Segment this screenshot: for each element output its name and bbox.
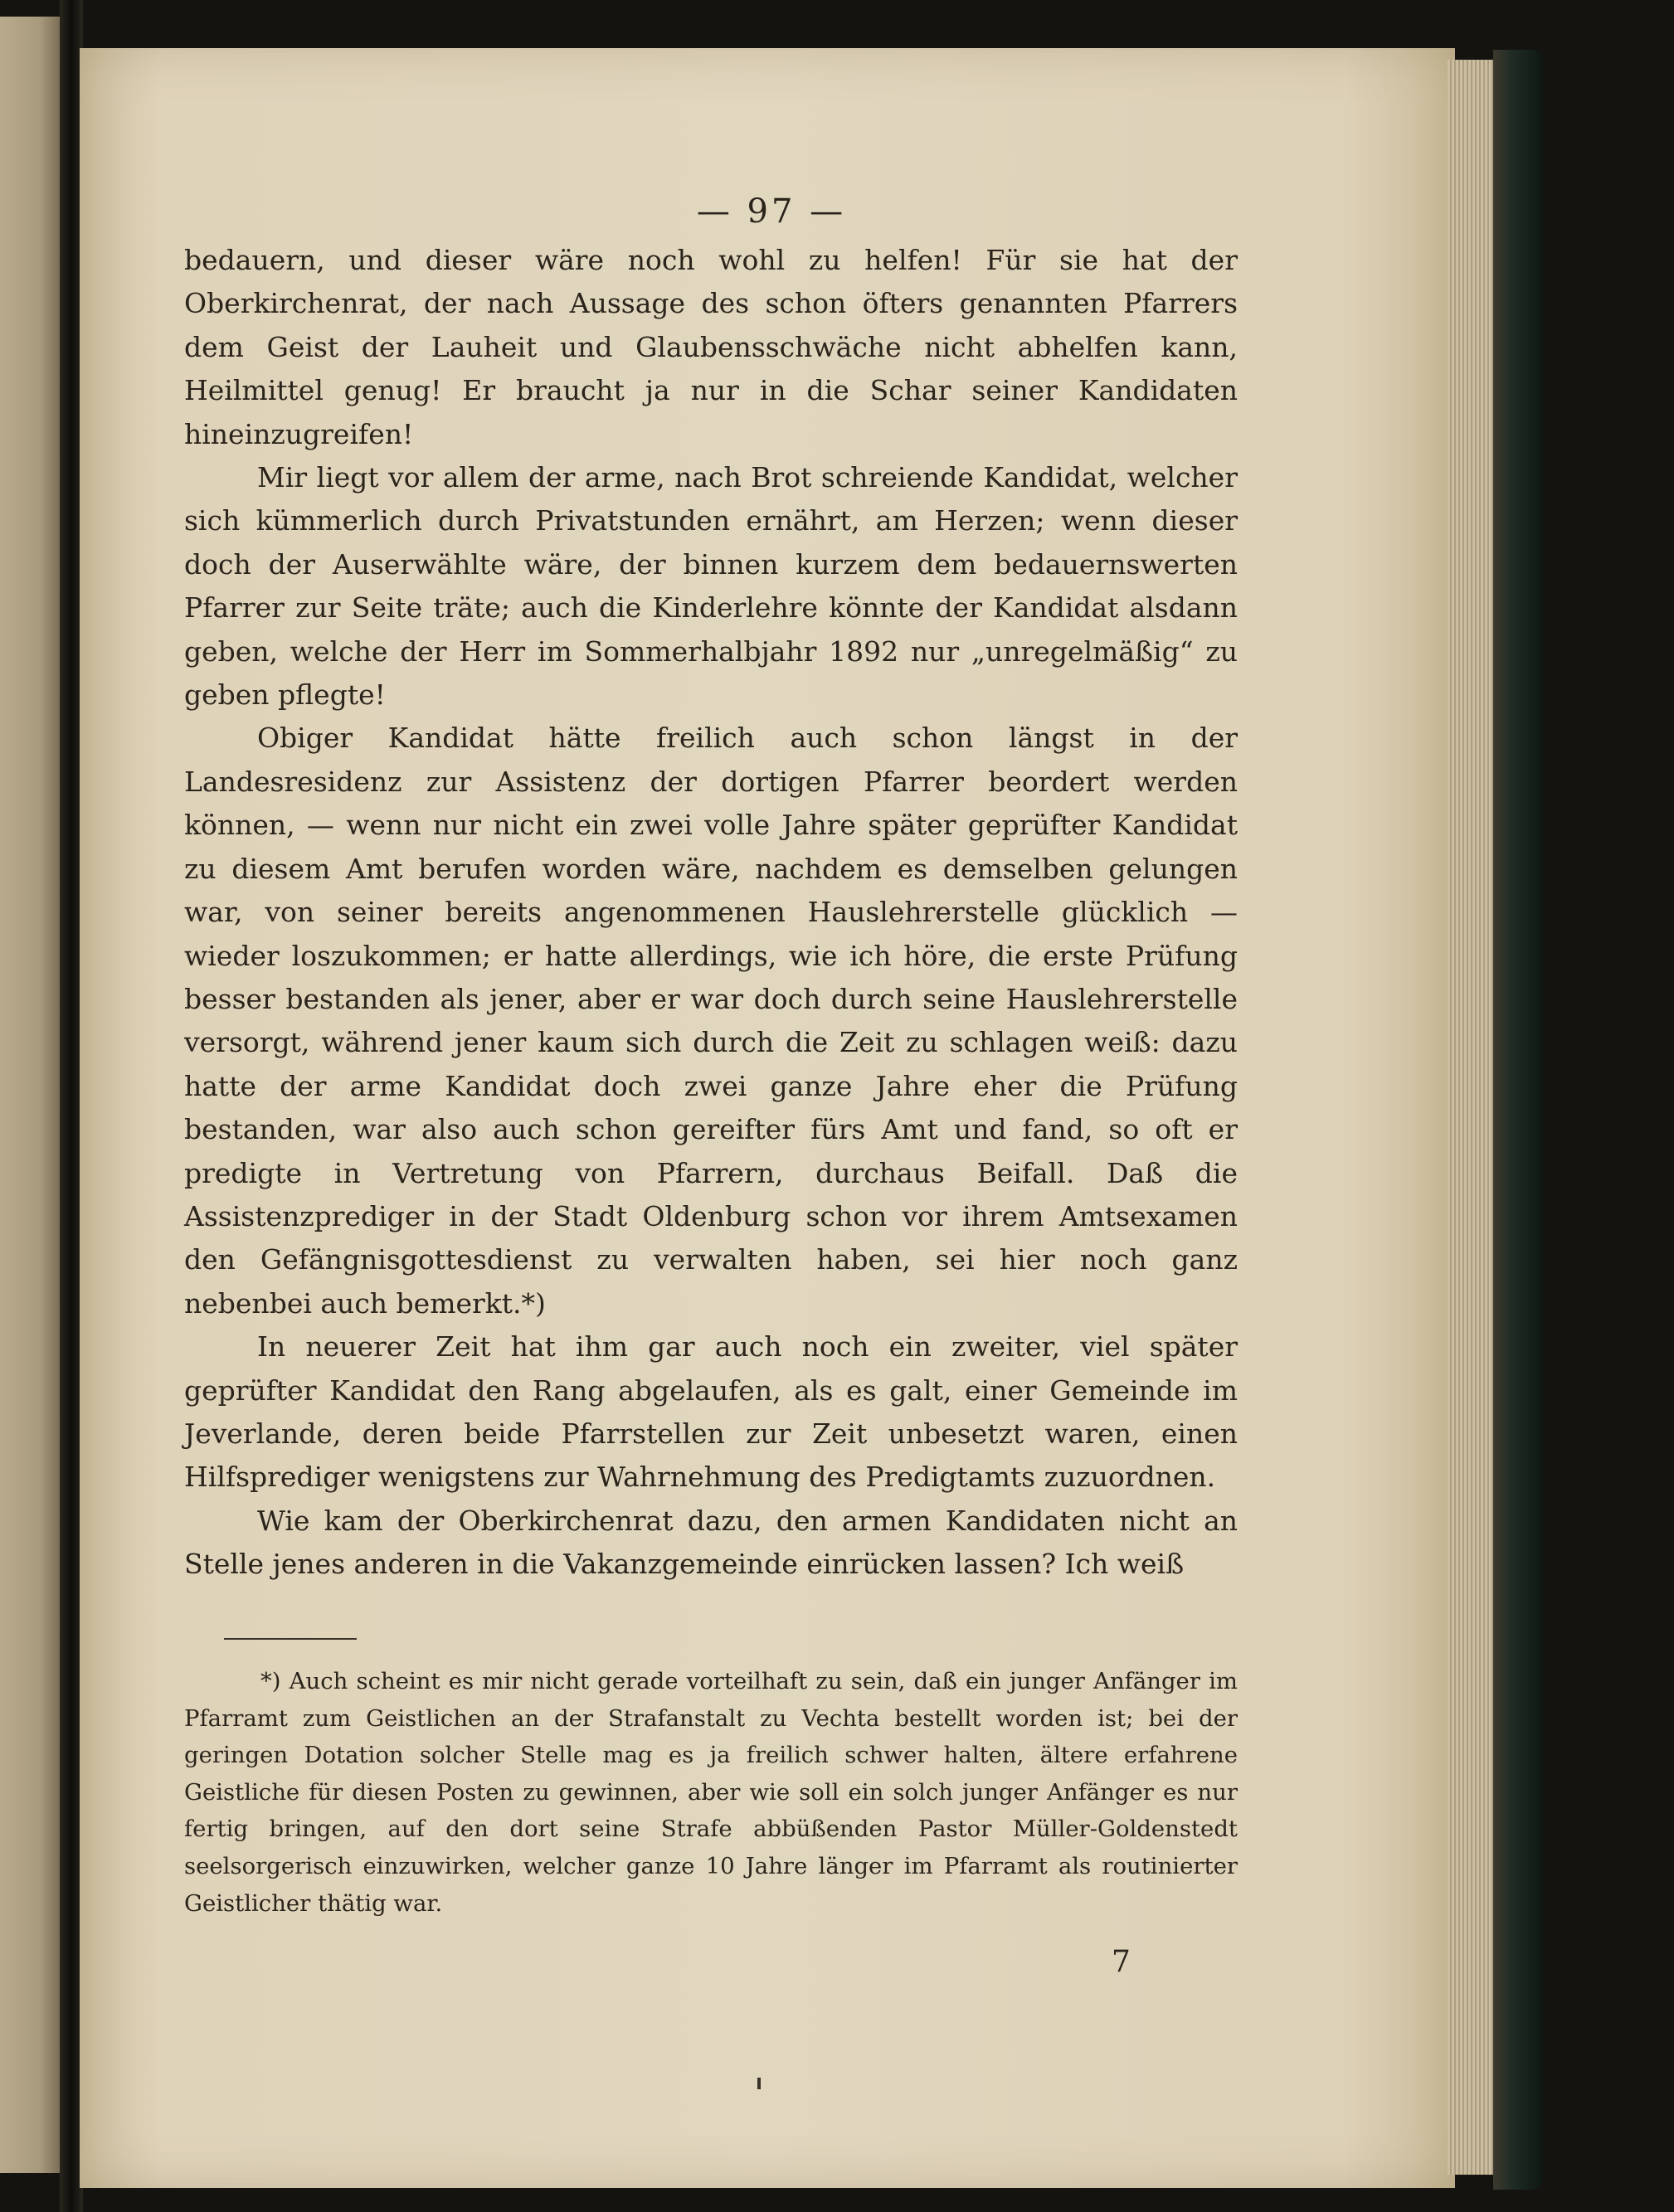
signature-mark: 7: [1112, 1945, 1131, 1979]
book-cover-edge: [1493, 50, 1543, 2190]
footnote-divider: [224, 1638, 357, 1640]
left-page-edge: [0, 17, 66, 2173]
paragraph: bedauern, und dieser wäre noch wohl zu helfen! Für sie hat der Oberkirchenrat, der nach Aussage des schon öfters genannten Pfarrers dem Geist der Lauheit und Glaubensschwäche nicht abhelfen kann, Heilmittel genug! Er braucht ja nur in die Schar seiner Kandidaten hineinzugreifen!: [184, 244, 1238, 450]
paragraph: Wie kam der Oberkirchenrat dazu, den armen Kandidaten nicht an Stelle jenes anderen in die Vakanzgemeinde einrücken lassen? Ich weiß: [184, 1504, 1238, 1581]
footnote-text: *) Auch scheint es mir nicht gerade vorteilhaft zu sein, daß ein junger Anfänger im Pfarramt zum Geistlichen an der Strafanstalt zu Vechta bestellt worden ist; bei der geringen Dotation solcher Stelle mag es ja freilich schwer halten, ältere erfahrene Geistliche für diesen Posten zu gewinnen, aber wie soll ein solch junger Anfänger es nur fertig bringen, auf den dort seine Strafe abbüßenden Pastor Müller-Goldenstedt seelsorgerisch einzuwirken, welcher ganze 10 Jahre länger im Pfarramt als routinierter Geistlicher thätig war.: [184, 1668, 1238, 1917]
paragraph: In neuerer Zeit hat ihm gar auch noch ein zweiter, viel später geprüfter Kandidat den Rang abgelaufen, als es galt, einer Gemeinde im Jeverlande, deren beide Pfarrstellen zur Zeit unbesetzt waren, einen Hilfsprediger wenigstens zur Wahrnehmung des Predigtamts zuzuordnen.: [184, 1330, 1238, 1494]
paper-speck: [757, 2078, 761, 2089]
paragraph: Mir liegt vor allem der arme, nach Brot schreiende Kandidat, welcher sich kümmerlich durch Privatstunden ernährt, am Herzen; wenn dieser doch der Auserwählte wäre, der binnen kurzem dem bedauernswerten Pfarrer zur Seite träte; auch die Kinderlehre könnte der Kandidat alsdann geben, welche der Herr im Sommerhalbjahr 1892 nur „unregelmäßig“ zu geben pflegte!: [184, 461, 1238, 712]
paragraph: Obiger Kandidat hätte freilich auch schon längst in der Landesresidenz zur Assistenz der dortigen Pfarrer beordert werden können, — wenn nur nicht ein zwei volle Jahre später geprüfter Kandidat zu diesem Amt berufen worden wäre, nachdem es demselben gelungen war, von seiner bereits angenommenen Hauslehrerstelle glücklich — wieder loszukommen; er hatte allerdings, wie ich höre, die erste Prüfung besser bestanden als jener, aber er war doch durch seine Hauslehrerstelle versorgt, während jener kaum sich durch die Zeit zu schlagen weiß: dazu hatte der arme Kandidat doch zwei ganze Jahre eher die Prüfung bestanden, war also auch schon gereifter fürs Amt und fand, so oft er predigte in Vertretung von Pfarrern, durchaus Beifall. Daß die Assistenzprediger in der Stadt Oldenburg schon vor ihrem Amtsexamen den Gefängnisgottesdienst zu verwalten haben, sei hier noch ganz nebenbei auch bemerkt.*): [184, 722, 1238, 1320]
page-edges: [1448, 60, 1497, 2175]
body-text: [184, 239, 1238, 1587]
footnote: [184, 1663, 1238, 1922]
page-number-header: — 97 —: [696, 192, 847, 231]
